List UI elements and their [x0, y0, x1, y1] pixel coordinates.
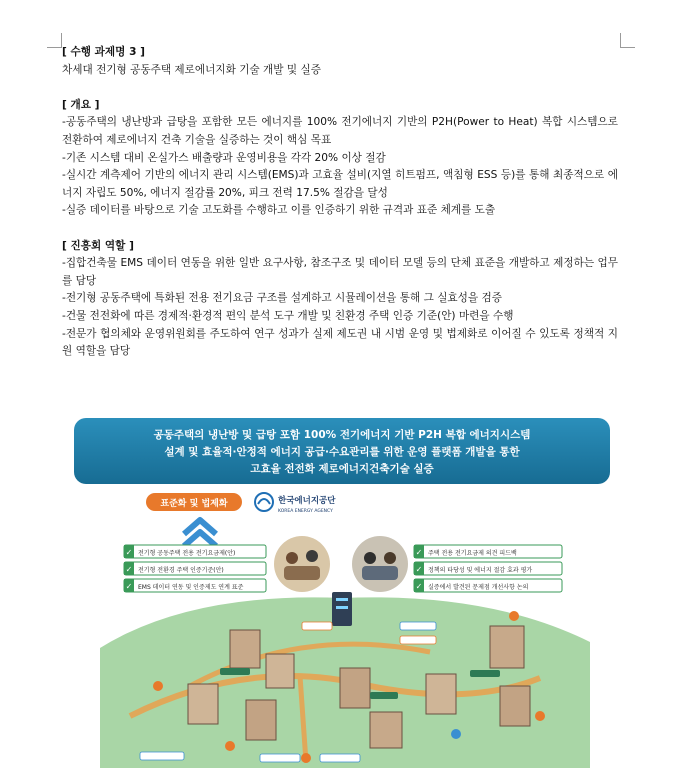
- document-body: [62, 44, 618, 361]
- agency-logo: [255, 493, 336, 514]
- overview-heading: [ 개요 ]: [62, 98, 100, 111]
- left-item: 전기형 공동주택 전용 전기요금제(안): [138, 550, 236, 557]
- left-item-list: [124, 545, 266, 592]
- left-item: 전기형 전환경 주택 인증기준(안): [138, 567, 224, 574]
- committee-meeting-photo: [352, 536, 408, 592]
- agency-name: 한국에너지공단: [278, 496, 336, 506]
- project-concept-figure: [70, 416, 614, 774]
- banner-line-1: 공동주택의 냉난방 및 급탕 포함 100% 전기에너지 기반 P2H 복합 에너지시스템: [153, 429, 531, 441]
- overview-item: -기존 시스템 대비 온실가스 배출량과 운영비용을 각각 20% 이상 절감: [62, 151, 386, 164]
- svg-text:✓: ✓: [415, 548, 423, 557]
- overview-item: -실증 데이터를 바탕으로 기술 고도화를 수행하고 이를 인증하기 위한 규격과 표준 체계를 도출: [62, 204, 496, 217]
- svg-text:✓: ✓: [415, 565, 423, 574]
- left-item: EMS 데이터 연동 및 인증제도 연계 표준: [138, 584, 244, 591]
- role-heading: [ 진흥회 역할 ]: [62, 239, 134, 252]
- svg-text:✓: ✓: [125, 565, 133, 574]
- task-title-heading: [ 수행 과제명 3 ]: [62, 46, 145, 58]
- agency-name-en: KOREA ENERGY AGENCY: [278, 509, 333, 514]
- svg-text:✓: ✓: [125, 582, 133, 591]
- overview-item: -실시간 계측제어 기반의 에너지 관리 시스템(EMS)과 고효율 설비(지열 히트펌프, 액침형 ESS 등)를 통해 최종적으로 에너지 자립도 50%, 에너지 절감률 20%, 피크 전력 17.5% 절감을 달성: [62, 169, 618, 199]
- right-item: 주택 전용 전기요금제 의견 피드백: [428, 550, 517, 557]
- standardization-badge: [146, 493, 242, 511]
- svg-text:✓: ✓: [125, 548, 133, 557]
- right-item: 실증에서 발견된 문제점 개선사항 논의: [428, 584, 529, 591]
- apartment-complex-site: [100, 592, 590, 768]
- title-banner: [74, 418, 610, 484]
- right-item: 정책의 타당성 및 에너지 절감 효과 평가: [428, 567, 533, 574]
- role-item: -집합건축물 EMS 데이터 연동을 위한 일반 요구사항, 참조구조 및 데이터 모델 등의 단체 표준을 개발하고 제정하는 업무를 담당: [62, 257, 618, 287]
- up-arrows-icon: [184, 520, 216, 546]
- banner-line-3: 고효율 전전화 제로에너지건축기술 실증: [250, 463, 434, 475]
- role-item: -전문가 협의체와 운영위원회를 주도하여 연구 성과가 실제 제도권 내 시범 운영 및 법제화로 이어질 수 있도록 정책적 지원 역할을 담당: [62, 327, 618, 358]
- role-item: -건물 전전화에 따른 경제적·환경적 편익 분석 도구 개발 및 친환경 주택 인증 기준(안) 마련을 수행: [62, 309, 514, 322]
- page-corner-mark-top-right: [620, 33, 635, 48]
- banner-line-2: 설계 및 효율적·안정적 에너지 공급·수요관리를 위한 운영 플랫폼 개발을 통한: [164, 446, 520, 458]
- task-title-text: 차세대 전기형 공동주택 제로에너지화 기술 개발 및 실증: [62, 63, 321, 76]
- standardization-label: 표준화 및 법제화: [160, 499, 228, 509]
- page-corner-mark-top-left: [47, 33, 62, 48]
- concept-diagram: [70, 416, 614, 774]
- overview-item: -공동주택의 냉난방과 급탕을 포함한 모든 에너지를 100% 전기에너지 기반의 P2H(Power to Heat) 복합 시스템으로 전환하여 제로에너지 건축 기술을 실증하는 것이 핵심 목표: [62, 116, 618, 146]
- expert-meeting-photo: [274, 536, 330, 592]
- agency-emblem-icon: [255, 493, 273, 511]
- svg-text:✓: ✓: [415, 582, 423, 591]
- role-item: -전기형 공동주택에 특화된 전용 전기요금 구조를 설계하고 시뮬레이션을 통해 그 실효성을 검증: [62, 292, 502, 305]
- right-item-list: [414, 545, 562, 592]
